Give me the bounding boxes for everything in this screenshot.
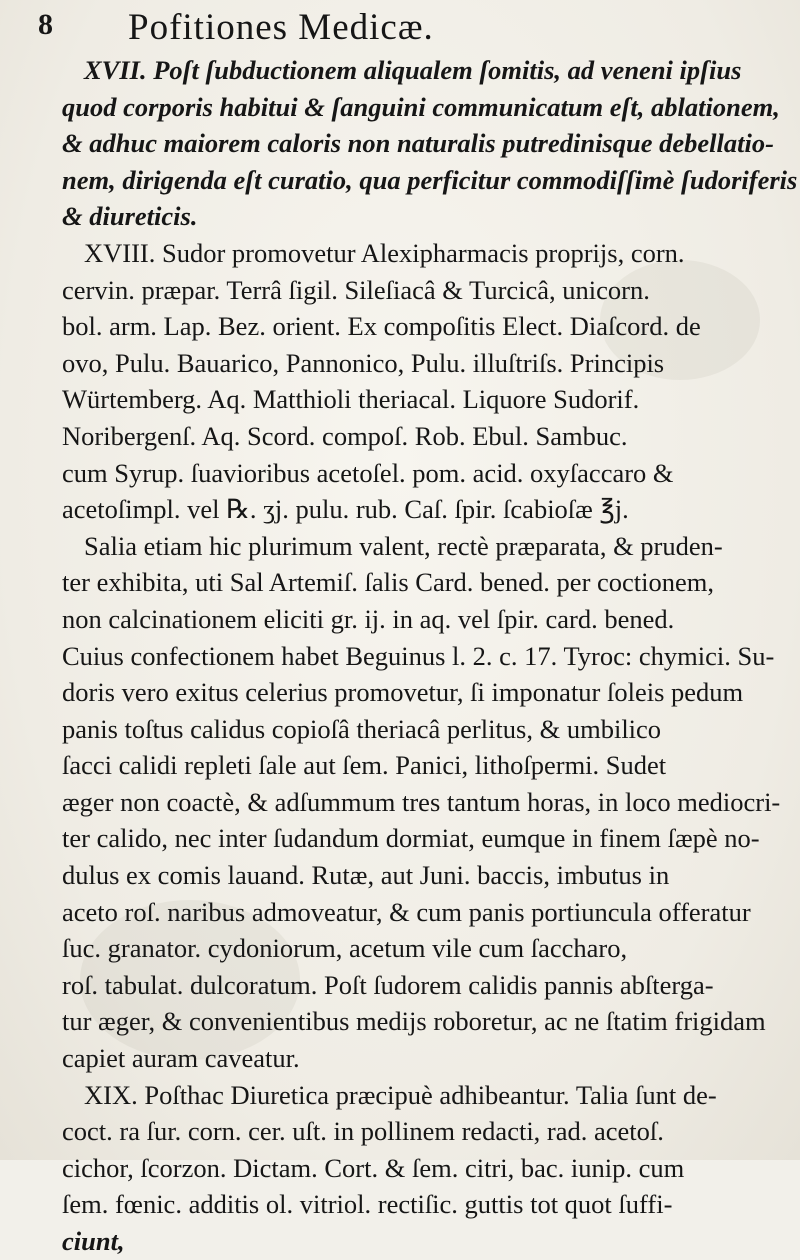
text-line: XVII. Poſt ſubductionem aliqualem ſomitis, ad veneni ipſius: [84, 55, 742, 85]
text-line: tur æger, & convenientibus medijs roboretur, ac ne ſtatim frigidam: [62, 1006, 766, 1037]
paragraph-xix: [62, 1077, 762, 1223]
text-line: ter calido, nec inter ſudandum dormiat, eumque in finem ſæpè no-: [62, 823, 760, 854]
text-line: ſuc. granator. cydoniorum, acetum vile cum ſaccharo,: [62, 933, 628, 964]
page-header: [38, 6, 760, 46]
text-line: nem, dirigenda eſt curatio, qua perficitur commodiſſimè ſudoriferis: [62, 164, 798, 195]
paragraph-xviii: [62, 235, 762, 528]
text-line: cichor, ſcorzon. Dictam. Cort. & ſem. citri, bac. iunip. cum: [62, 1152, 685, 1183]
text-line: ſacci calidi repleti ſale aut ſem. Panici, lithoſpermi. Sudet: [62, 750, 667, 781]
text-line: cum Syrup. ſuavioribus acetoſel. pom. acid. oxyſaccaro &: [62, 457, 674, 488]
text-line: ovo, Pulu. Bauarico, Pannonico, Pulu. illuſtriſs. Principis: [62, 347, 665, 378]
text-line: & adhuc maiorem caloris non naturalis putredinisque debellatio-: [62, 128, 774, 159]
text-line: coct. ra ſur. corn. cer. uſt. in pollinem redacti, rad. acetoſ.: [62, 1116, 664, 1147]
text-line: ter exhibita, uti Sal Artemiſ. ſalis Card. bened. per coctionem,: [62, 567, 715, 598]
text-line: Noribergenſ. Aq. Scord. compoſ. Rob. Ebul. Sambuc.: [62, 420, 628, 451]
catchword: ciunt,: [62, 1226, 125, 1256]
text-line: ſem. fœnic. additis ol. vitriol. rectiſic. guttis tot quot ſuffi-: [62, 1189, 673, 1220]
page-signature: 8: [38, 8, 53, 41]
paragraph-xvii: [62, 52, 798, 235]
text-line: æger non coactè, & adſummum tres tantum horas, in loco mediocri-: [62, 786, 781, 817]
text-line: panis toſtus calidus copioſâ theriacâ perlitus, & umbilico: [62, 713, 662, 744]
text-line: non calcinationem eliciti gr. ij. in aq. vel ſpir. card. bened.: [62, 603, 675, 634]
text-line: Salia etiam hic plurimum valent, rectè præparata, & pruden-: [84, 530, 723, 561]
text-line: doris vero exitus celerius promovetur, ſi imponatur ſoleis pedum: [62, 677, 744, 708]
text-line: cervin. præpar. Terrâ ſigil. Sileſiacâ & Turcicâ, unicorn.: [62, 274, 650, 305]
text-line: quod corporis habitui & ſanguini communicatum eſt, ablationem,: [62, 91, 780, 122]
text-line: aceto roſ. naribus admoveatur, & cum panis portiuncula offeratur: [62, 896, 751, 927]
text-line: capiet auram caveatur.: [62, 1043, 300, 1074]
text-line: roſ. tabulat. dulcoratum. Poſt ſudorem calidis pannis abſterga-: [62, 969, 714, 1000]
text-line: acetoſimpl. vel ℞. ʒj. pulu. rub. Caſ. ſpir. ſcabioſæ ℥j.: [62, 494, 629, 525]
text-line: XVIII. Sudor promovetur Alexipharmacis proprijs, corn.: [84, 237, 685, 268]
text-line: & diureticis.: [62, 201, 198, 232]
running-title: Pofitiones Medicæ.: [128, 7, 434, 48]
text-line: Cuius confectionem habet Beguinus l. 2. c. 17. Tyroc: chymici. Su-: [62, 640, 775, 671]
paragraph-salia: [62, 528, 781, 1077]
text-line: dulus ex comis lauand. Rutæ, aut Juni. baccis, imbutus in: [62, 860, 670, 891]
catchword-line: [62, 1223, 762, 1260]
text-body: [62, 52, 798, 1260]
text-line: Würtemberg. Aq. Matthioli theriacal. Liquore Sudorif.: [62, 384, 640, 415]
text-line: bol. arm. Lap. Bez. orient. Ex compoſitis Elect. Diaſcord. de: [62, 311, 701, 342]
text-line: XIX. Poſthac Diuretica præcipuè adhibeantur. Talia ſunt de-: [84, 1079, 717, 1110]
